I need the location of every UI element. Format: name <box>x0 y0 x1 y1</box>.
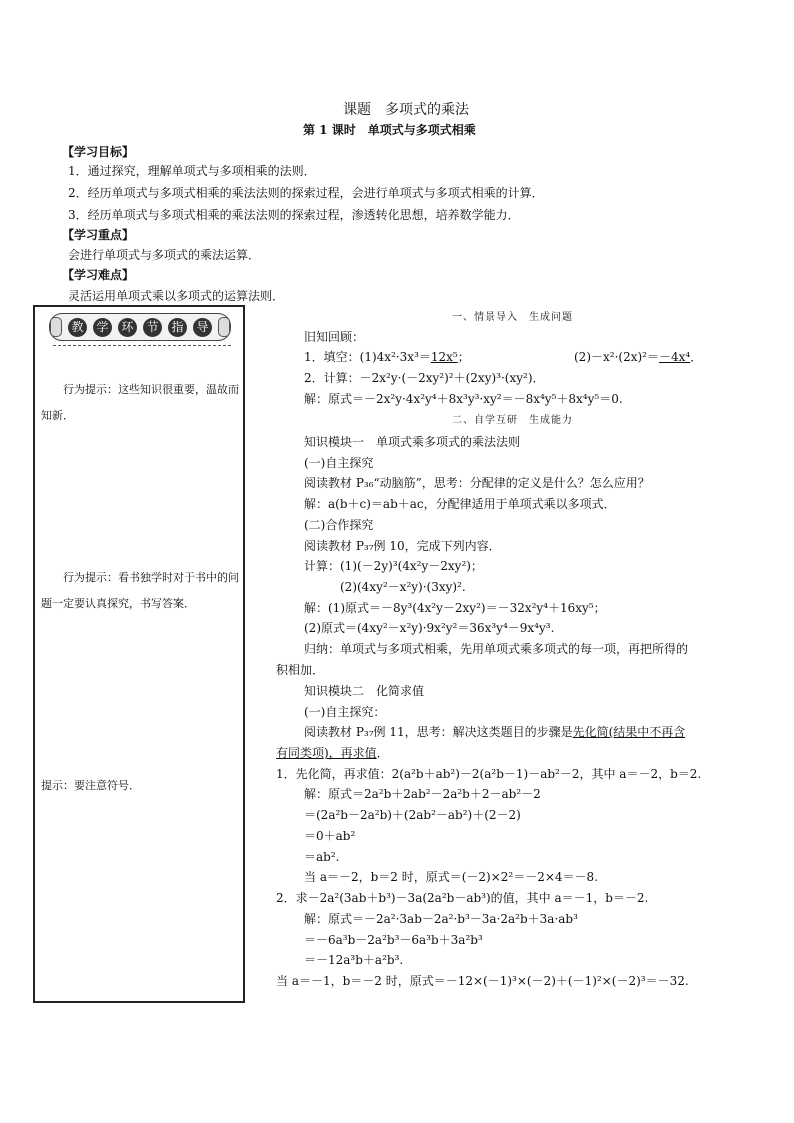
self-study-1: (一)自主探究 <box>304 456 374 470</box>
difficulty-text: 灵活运用单项式乘以多项式的运算法则． <box>68 289 285 303</box>
problem-2-step: ＝－6a³b－2a²b³－6a³b＋3a²b³ <box>304 933 483 947</box>
guidance-sidebar <box>33 305 245 1003</box>
tip-review: 行为提示：这些知识很重要，温故而知新． <box>41 383 239 422</box>
problem-1-result: 当 a＝－2，b＝2 时，原式＝(－2)×2²＝－2×4＝－8. <box>304 870 599 884</box>
cooperative-study: (二)合作探究 <box>304 518 374 532</box>
problem-1-step: ＝ab². <box>304 850 340 864</box>
problem-1-step: ＝(2a²b－2a²b)＋(2ab²－ab²)＋(2－2) <box>304 808 521 822</box>
self-study-2: (一)自主探究： <box>304 705 386 719</box>
question-1b: (2)－x²·(2x)²＝－4x⁴． <box>574 350 703 364</box>
banner-char: 指 <box>168 318 187 337</box>
question-2 <box>304 369 545 386</box>
objective-item: 1．通过探究，理解单项式与多项相乘的法则． <box>68 164 316 178</box>
guidance-banner <box>49 313 231 341</box>
tip-signs: 提示：要注意符号． <box>41 779 140 792</box>
q2-expr: －2x²y·(－2xy²)²＋(2xy)³·(xy²)． <box>359 371 545 385</box>
problem-2-result: 当 a＝－1，b＝－2 时，原式＝－12×(－1)³×(－2)＋(－1)²×(－2)³＝－32. <box>276 974 689 988</box>
answer-1: 解：a(b＋c)＝ab＋ac，分配律适用于单项式乘以多项式． <box>304 497 616 511</box>
q1-a: (1)4x²·3x³＝ <box>359 350 431 364</box>
banner-char: 学 <box>93 318 112 337</box>
problem-1-step: 解：原式＝2a²b＋2ab²－2a²b＋2－ab²－2 <box>304 787 541 801</box>
calc-2: (2)(4xy²－x²y)·(3xy)². <box>340 580 466 594</box>
banner-cap-icon <box>218 317 230 337</box>
question-1: 1．填空：(1)4x²·3x³＝12x⁵； <box>304 350 470 364</box>
q2-label: 2．计算： <box>304 371 360 385</box>
module-1-title: 知识模块一 单项式乘多项式的乘法法则 <box>304 435 521 449</box>
review-label: 旧知回顾： <box>304 330 365 344</box>
q1-b-answer: －4x⁴ <box>658 350 691 364</box>
summary-line-2: 积相加． <box>276 663 325 677</box>
reading-3 <box>304 723 685 740</box>
banner-cap-icon <box>50 317 62 337</box>
objective-item: 2．经历单项式与多项式相乘的乘法法则的探索过程，会进行单项式与多项式相乘的计算． <box>68 186 544 200</box>
banner-divider <box>53 345 231 346</box>
reading-3-cont <box>276 744 389 761</box>
q1-label: 1．填空： <box>304 350 360 364</box>
solution-1: 解：(1)原式＝－8y³(4x²y－2xy²)＝－32x²y⁴＋16xy⁵； <box>304 601 606 615</box>
objectives-heading: 【学习目标】 <box>62 145 135 159</box>
reading-1: 阅读教材 P₃₆“动脑筋”，思考：分配律的定义是什么？怎么应用？ <box>304 476 650 490</box>
summary-line-1: 归纳：单项式与多项式相乘，先用单项式乘多项式的每一项，再把所得的 <box>304 642 689 656</box>
reading-2: 阅读教材 P₃₇例 10，完成下列内容． <box>304 539 501 553</box>
calc-1: 计算：(1)(－2y)³(4x²y－2xy²)； <box>304 559 483 573</box>
problem-2-step: ＝－12a³b＋a²b³. <box>304 953 404 967</box>
problem-2-step: 解：原式＝－2a²·3ab－2a²·b³－3a·2a²b＋3a·ab³ <box>304 912 578 926</box>
reading-3-end: ． <box>376 746 389 760</box>
banner-char: 教 <box>68 318 87 337</box>
tip-reading: 行为提示：看书独学时对于书中的问题一定要认真探究，书写答案． <box>41 571 239 610</box>
q1-a-answer: 12x⁵ <box>430 350 458 364</box>
solution-2: (2)原式＝(4xy²－x²y)·9x²y²＝36x³y⁴－9x⁴y³. <box>304 621 555 635</box>
q1-b: (2)－x²·(2x)²＝ <box>574 350 659 364</box>
banner-char: 环 <box>118 318 137 337</box>
objective-item: 3．经历单项式与多项式相乘的乘法法则的探索过程，渗透转化思想，培养数学能力． <box>68 208 520 222</box>
difficulty-heading: 【学习难点】 <box>62 268 135 282</box>
page-subtitle: 第 1 课时 单项式与多项式相乘 <box>303 123 476 137</box>
section-heading: 一、情景导入 生成问题 <box>452 312 573 323</box>
q2-solution: 解：原式＝－2x²y·4x²y⁴＋8x³y³·xy²＝－8x⁴y⁵＋8x⁴y⁵＝0. <box>304 392 623 406</box>
reading-3-text: 阅读教材 P₃₇例 11，思考：解决这类题目的步骤是 <box>304 725 573 739</box>
module-2-title: 知识模块二 化简求值 <box>304 684 425 698</box>
focus-heading: 【学习重点】 <box>62 228 135 242</box>
section-heading: 二、自学互研 生成能力 <box>452 415 573 426</box>
problem-1-step: ＝0＋ab² <box>304 829 356 843</box>
focus-text: 会进行单项式与多项式的乘法运算． <box>68 248 261 262</box>
page-title: 课题 多项式的乘法 <box>343 102 469 118</box>
problem-2: 2．求－2a²(3ab＋b³)－3a(2a²b－ab³)的值，其中 a＝－1，b＝－2. <box>276 891 649 905</box>
banner-char: 导 <box>193 318 212 337</box>
problem-1: 1．先化简，再求值：2(a²b＋ab²)－2(a²b－1)－ab²－2，其中 a＝－2，b＝2. <box>276 767 702 781</box>
reading-3-answer: 先化简(结果中不再含 <box>572 725 686 739</box>
reading-3-answer-cont: 有同类项)，再求值 <box>276 746 377 760</box>
banner-char: 节 <box>143 318 162 337</box>
